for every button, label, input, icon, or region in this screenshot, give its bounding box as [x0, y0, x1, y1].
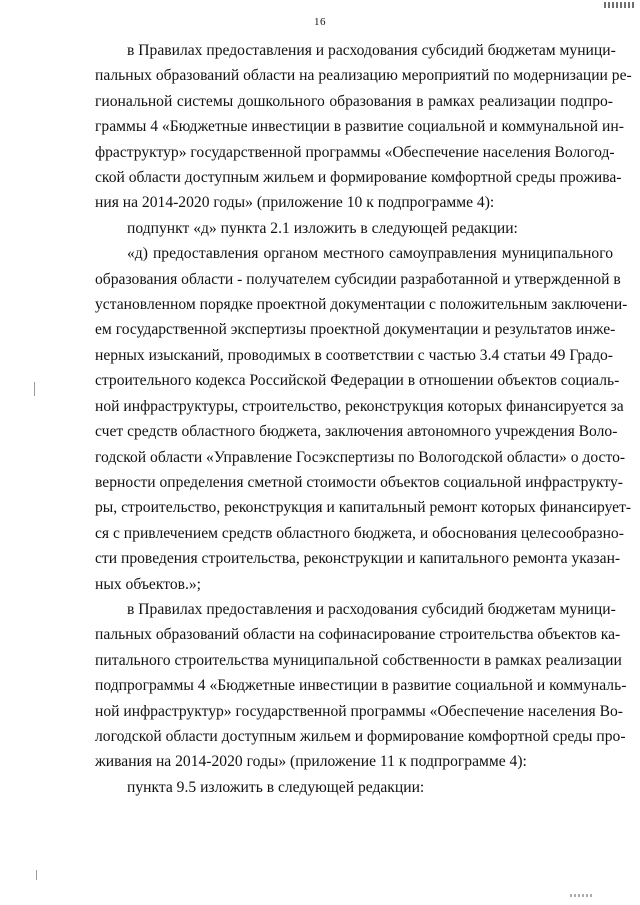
- text-line: счет средств областного бюджета, заключения автономного учреждения Воло-: [95, 423, 618, 441]
- text-line: в Правилах предоставления и расходования субсидий бюджетам муници-: [127, 42, 616, 59]
- text-line: живания на 2014-2020 годы» (приложение 11 к подпрограмме 4):: [95, 753, 527, 771]
- text-line: ской области доступным жильем и формирование комфортной среды прожива-: [95, 169, 622, 187]
- text-line: ем государственной экспертизы проектной документации и результатов инже-: [95, 321, 616, 339]
- text-line: годской области «Управление Госэкспертизы по Вологодской области» о досто-: [95, 448, 626, 466]
- paragraph: [95, 241, 632, 597]
- text-line: верности определения сметной стоимости объектов социальной инфраструкту-: [95, 473, 623, 491]
- scan-speck: [34, 382, 35, 396]
- text-line: сти проведения строительства, реконструкции и капитального ремонта указан-: [95, 550, 621, 568]
- text-line: нерных изысканий, проводимых в соответствии с частью 3.4 статьи 49 Градо-: [95, 346, 613, 364]
- scan-barcode-mark: [604, 2, 634, 8]
- text-line: ной инфраструктур» государственной программы «Обеспечение населения Во-: [95, 702, 624, 720]
- scan-speck: [36, 870, 37, 880]
- text-line: подпрограммы 4 «Бюджетные инвестиции в развитие социальной и коммуналь-: [95, 677, 627, 695]
- text-line: строительного кодекса Российской Федерации в отношении объектов социаль-: [95, 372, 620, 390]
- text-line: пальных образований области на реализацию мероприятий по модернизации ре-: [95, 67, 632, 85]
- text-line: «д) предоставления органом местного самоуправления муниципального: [127, 245, 613, 263]
- text-line: ся с привлечением средств областного бюджета, и обоснования целесообразно-: [95, 524, 624, 542]
- text-line: пальных образований области на софинасирование строительства объектов ка-: [95, 626, 621, 644]
- text-line: подпункт «д» пункта 2.1 изложить в следующей редакции:: [127, 219, 518, 237]
- text-line: установленном порядке проектной документации с положительным заключени-: [95, 296, 628, 314]
- text-line: граммы 4 «Бюджетные инвестиции в развитие социальной и коммунальной ин-: [95, 118, 624, 136]
- paragraph: [95, 38, 632, 216]
- text-line: в Правилах предоставления и расходования субсидий бюджетам муници-: [127, 600, 616, 618]
- paragraph: [95, 597, 627, 775]
- text-line: питального строительства муниципальной собственности в рамках реализации: [95, 651, 622, 669]
- text-line: гиональной системы дошкольного образования в рамках реализации подпро-: [95, 92, 613, 110]
- text-line: ной инфраструктуры, строительство, реконструкция которых финансируется за: [95, 397, 624, 415]
- page-number: 16: [314, 16, 326, 28]
- text-line: ния на 2014-2020 годы» (приложение 10 к подпрограмме 4):: [95, 194, 495, 212]
- text-line: логодской области доступным жильем и формирование комфортной среды про-: [95, 727, 626, 745]
- text-line: ных объектов.»;: [95, 575, 202, 593]
- scan-mark-bottom: [570, 894, 592, 897]
- paragraph: [95, 216, 613, 241]
- text-line: пункта 9.5 изложить в следующей редакции:: [127, 778, 425, 796]
- text-line: ры, строительство, реконструкция и капитальный ремонт которых финансирует-: [95, 499, 632, 517]
- text-line: фраструктур» государственной программы «Обеспечение населения Вологод-: [95, 143, 615, 161]
- text-line: образования области - получателем субсидии разработанной и утвержденной в: [95, 270, 621, 288]
- paragraph: [95, 775, 613, 800]
- document-body: [95, 38, 632, 800]
